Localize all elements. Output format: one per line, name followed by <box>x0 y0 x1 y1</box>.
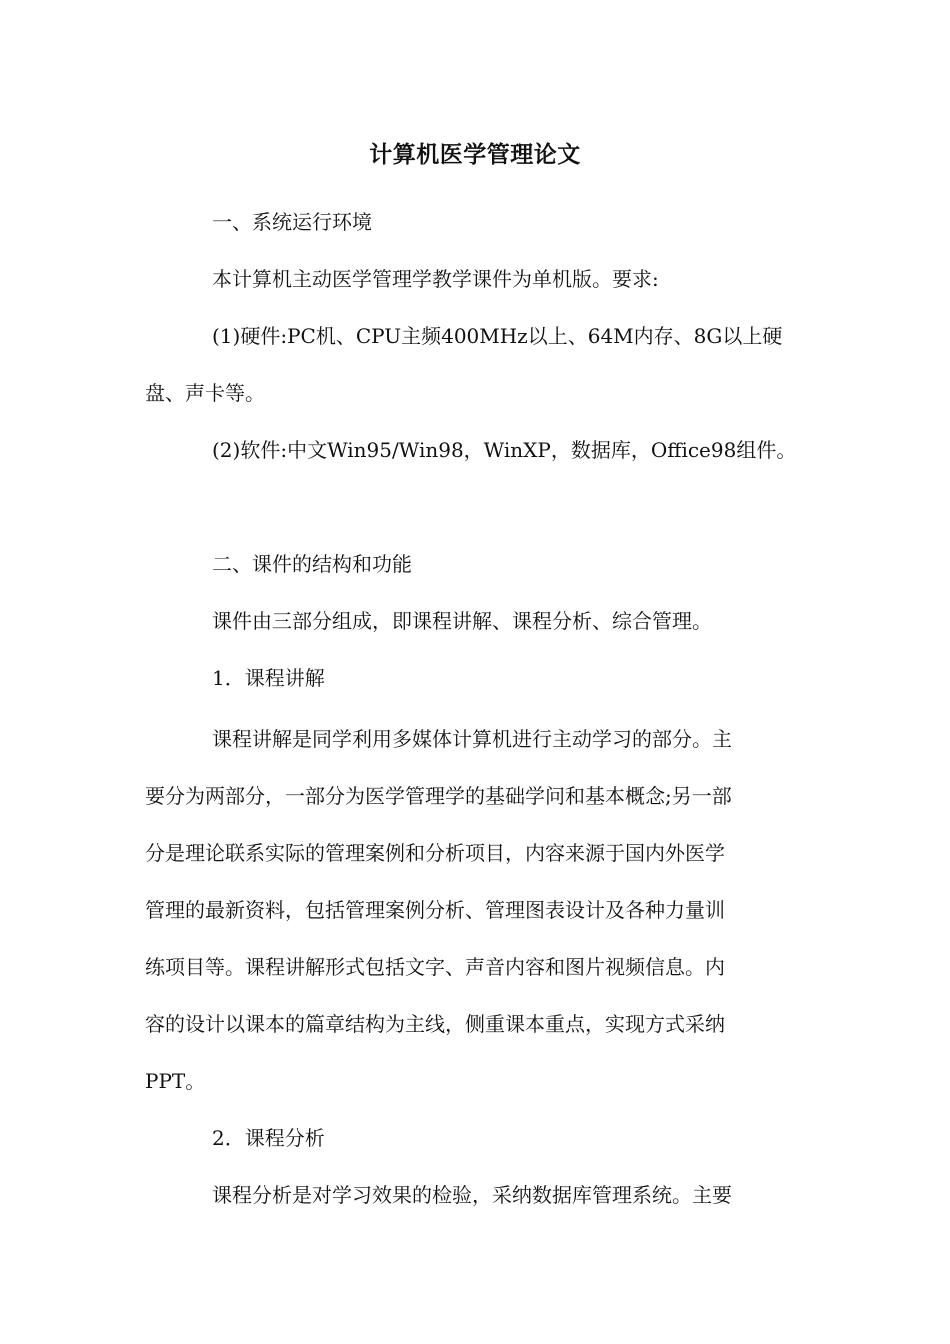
paragraph-line: (2)软件:中文Win95/Win98，WinXP，数据库，Office98组件。 <box>212 438 797 462</box>
paragraph-line: 容的设计以课本的篇章结构为主线，侧重课本重点，实现方式采纳 <box>145 1012 725 1036</box>
section-heading-structure: 二、课件的结构和功能 <box>212 552 412 576</box>
subsection-heading: 1．课程讲解 <box>212 666 325 690</box>
page-title: 计算机医学管理论文 <box>369 141 581 168</box>
paragraph-line: 练项目等。课程讲解形式包括文字、声音内容和图片视频信息。内 <box>145 955 725 979</box>
paragraph-line: PPT。 <box>145 1069 206 1093</box>
paragraph-line: 课程分析是对学习效果的检验，采纳数据库管理系统。主要 <box>212 1183 732 1207</box>
paragraph-line: (1)硬件:PC机、CPU主频400MHz以上、64M内存、8G以上硬 <box>212 324 783 348</box>
section-heading-environment: 一、系统运行环境 <box>212 210 372 234</box>
paragraph-line: 分是理论联系实际的管理案例和分析项目，内容来源于国内外医学 <box>145 841 725 865</box>
paragraph-line: 要分为两部分，一部分为医学管理学的基础学问和基本概念;另一部 <box>145 784 732 808</box>
paragraph-line: 课程讲解是同学利用多媒体计算机进行主动学习的部分。主 <box>212 727 732 751</box>
paragraph-line: 盘、声卡等。 <box>145 381 265 405</box>
subsection-heading: 2．课程分析 <box>212 1126 325 1150</box>
paragraph-line: 本计算机主动医学管理学教学课件为单机版。要求: <box>212 267 659 291</box>
paragraph-line: 课件由三部分组成，即课程讲解、课程分析、综合管理。 <box>212 609 712 633</box>
paragraph-line: 管理的最新资料，包括管理案例分析、管理图表设计及各种力量训 <box>145 898 725 922</box>
